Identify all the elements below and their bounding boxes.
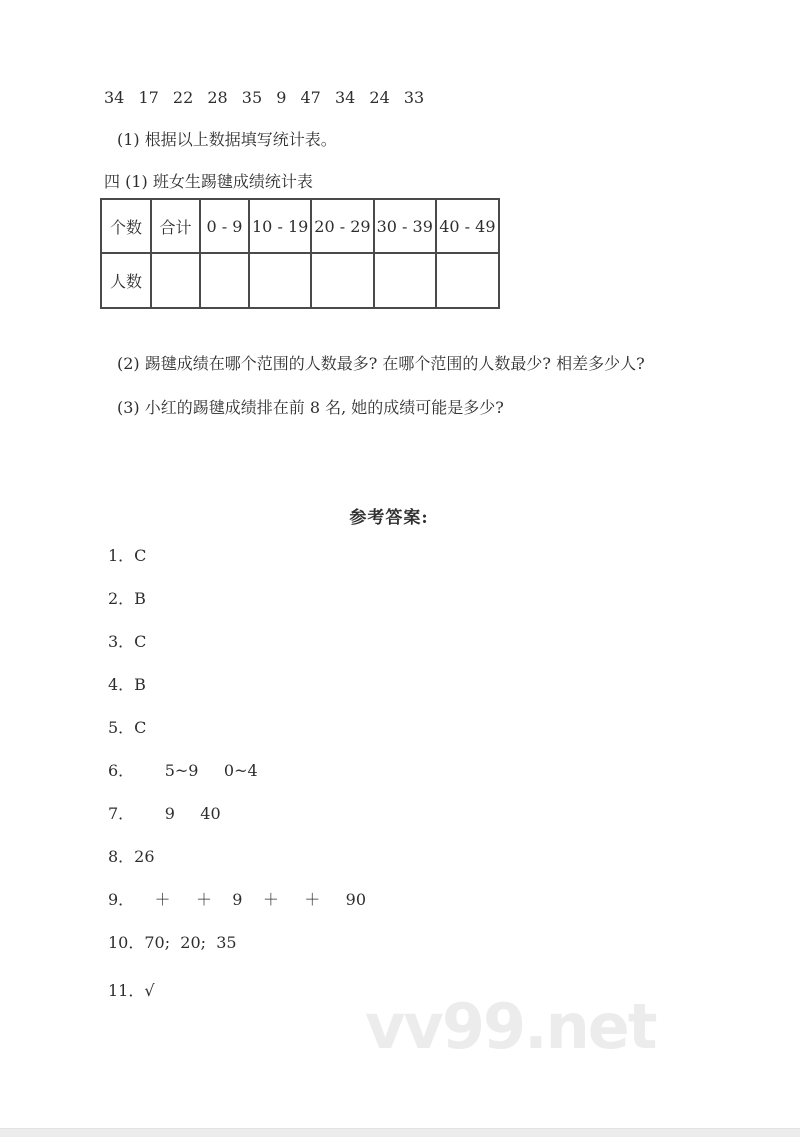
table-header-cell: 40 - 49 [436,199,499,253]
table-header-cell: 10 - 19 [249,199,311,253]
question-2: (2) 踢毽成绩在哪个范围的人数最多? 在哪个范围的人数最少? 相差多少人? [117,354,645,373]
answer-line-9: 9． ＋ ＋ 9 ＋ ＋ 90 [108,890,367,909]
answer-line-6: 6． 5~9 0~4 [108,761,258,780]
table-header-cell: 30 - 39 [374,199,436,253]
table-header-cell: 合计 [151,199,200,253]
answer-line-10: 10．70; 20; 35 [108,933,237,952]
score-data-row: 34 17 22 28 35 9 47 34 24 33 [104,88,425,107]
answer-line-2: 2．B [108,589,146,608]
table-cell [200,253,249,308]
page-bottom-edge [0,1128,800,1137]
table-cell [249,253,311,308]
table-cell: 人数 [101,253,151,308]
table-header-cell: 20 - 29 [311,199,373,253]
answers-list [108,546,366,1024]
table-cell [151,253,200,308]
watermark: vv99.net [365,990,656,1063]
table-body-row [101,253,499,308]
table-header-cell: 0 - 9 [200,199,249,253]
table-cell [436,253,499,308]
table-header-cell: 个数 [101,199,151,253]
question-3: (3) 小红的踢毽成绩排在前 8 名, 她的成绩可能是多少? [117,398,504,417]
answer-line-11: 11．√ [108,981,155,1000]
question-1: (1) 根据以上数据填写统计表。 [117,130,337,149]
answer-line-1: 1．C [108,546,147,565]
table-title: 四 (1) 班女生踢毽成绩统计表 [104,172,313,191]
answer-line-5: 5．C [108,718,147,737]
answers-heading: 参考答案: [349,508,429,528]
table-header-row [101,199,499,253]
answer-line-7: 7． 9 40 [108,804,221,823]
answer-line-4: 4．B [108,675,146,694]
answer-line-8: 8．26 [108,847,155,866]
table-cell [374,253,436,308]
stats-table [100,198,500,309]
table-cell [311,253,373,308]
answer-line-3: 3．C [108,632,147,651]
